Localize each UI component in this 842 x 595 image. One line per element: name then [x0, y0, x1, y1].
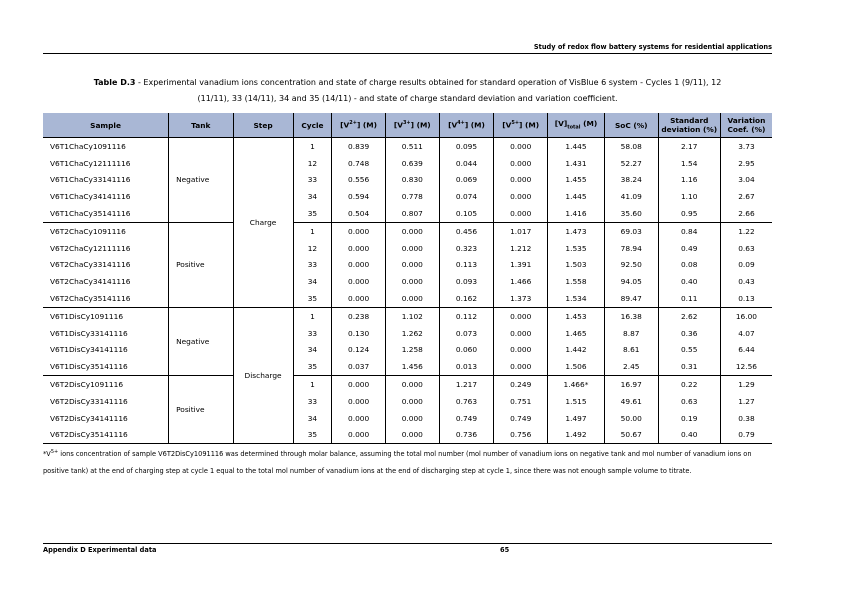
cell-sample: V6T2ChaCy33141116	[43, 257, 169, 274]
cell-cycle: 33	[293, 393, 332, 410]
table-row	[43, 427, 772, 444]
cell-cv: 0.79	[720, 427, 772, 444]
table-body	[43, 138, 772, 444]
cell-v3: 0.000	[385, 257, 439, 274]
cell-cycle: 12	[293, 240, 332, 257]
cell-v2: 0.000	[332, 240, 386, 257]
table-row	[43, 172, 772, 189]
cell-std: 1.16	[658, 172, 720, 189]
cell-v3: 1.262	[385, 325, 439, 342]
cell-cv: 1.22	[738, 226, 755, 236]
cell-v3: 0.000	[385, 410, 439, 427]
cell-v2: 0.037	[332, 358, 386, 375]
cell-v5: 1.212	[494, 240, 548, 257]
cell-v5: 0.000	[494, 307, 548, 324]
cell-cycle: 34	[293, 188, 332, 205]
cell-soc: 35.60	[604, 205, 658, 222]
cell-cv: 6.44	[738, 345, 755, 355]
footer-rule	[43, 543, 772, 544]
cell-v3: 0.778	[385, 188, 439, 205]
cell-sample: V6T2ChaCy12111116	[43, 240, 169, 257]
cell-v2: 0.000	[332, 376, 386, 393]
cell-std: 0.22	[658, 376, 720, 393]
cell-tank: Positive	[169, 222, 233, 307]
col-std: Standard deviation (%)	[658, 113, 720, 138]
cell-step: Charge	[233, 138, 293, 308]
cell-v4: 0.093	[439, 273, 494, 290]
cell-soc: 16.38	[604, 307, 658, 324]
col-vtotal: $[V]_{total}$ (M)	[548, 113, 605, 138]
cell-step: Discharge	[233, 307, 293, 443]
cell-cv: 0.43	[738, 277, 755, 287]
cell-v5: 1.466	[494, 273, 548, 290]
cell-v2: 0.000	[332, 290, 386, 307]
cell-tank: Positive	[169, 376, 233, 444]
cell-soc: 94.05	[604, 273, 658, 290]
cell-std: 0.84	[658, 222, 720, 239]
cell-cycle: 35	[293, 427, 332, 444]
page-number: 65	[500, 546, 510, 554]
cell-v4: 0.113	[439, 257, 494, 274]
header-row	[43, 113, 772, 138]
cell-v2: 0.000	[332, 393, 386, 410]
cell-v4: 1.217	[439, 376, 494, 393]
cell-soc: 16.97	[604, 376, 658, 393]
cell-v5: 1.391	[494, 257, 548, 274]
table-row	[43, 358, 772, 375]
cell-cycle: 33	[293, 172, 332, 189]
cell-vt: 1.558	[548, 273, 605, 290]
cell-cycle: 34	[293, 342, 332, 359]
cell-vt: 1.503	[548, 257, 605, 274]
caption-text: - Experimental vanadium ions concentration and state of charge results obtained for standard operation of VisBlue 6 system - Cycles 1 (9/11), 12	[135, 78, 722, 87]
cell-vt: 1.534	[548, 290, 605, 307]
cell-soc: 2.45	[604, 358, 658, 375]
cell-cycle: 35	[293, 205, 332, 222]
col-tank: Tank	[169, 113, 233, 138]
cell-cv: 0.63	[738, 243, 755, 253]
cell-v5: 0.751	[494, 393, 548, 410]
cell-std: 0.36	[658, 325, 720, 342]
cell-cv: 16.00	[720, 307, 772, 324]
col-soc: SoC (%)	[604, 113, 658, 138]
cell-v4: 0.763	[439, 393, 494, 410]
cell-sample: V6T1ChaCy1091116	[43, 138, 169, 155]
cell-std: 2.17	[658, 138, 720, 155]
cell-std: 0.40	[658, 427, 720, 444]
cell-cv: 2.95	[738, 158, 755, 168]
cell-std: 0.19	[658, 410, 720, 427]
cell-v2: 0.839	[332, 138, 386, 155]
cell-v2: 0.000	[332, 410, 386, 427]
cell-v3: 0.000	[385, 222, 439, 239]
col-sample: Sample	[43, 113, 169, 138]
cell-v4: 0.073	[439, 325, 494, 342]
cell-v4: 0.736	[439, 427, 494, 444]
cell-v2: 0.000	[332, 273, 386, 290]
cell-v2: 0.556	[332, 172, 386, 189]
cell-soc: 38.24	[604, 172, 658, 189]
cell-cv: 3.73	[738, 141, 755, 151]
header-rule	[43, 53, 772, 54]
cell-sample: V6T2DisCy33141116	[43, 393, 169, 410]
cell-sample: V6T2ChaCy35141116	[43, 290, 169, 307]
cell-std: 0.63	[658, 393, 720, 410]
cell-cv: 0.13	[720, 290, 772, 307]
cell-cycle: 34	[293, 273, 332, 290]
cell-v4: 0.323	[439, 240, 494, 257]
cell-sample: V6T1DisCy35141116	[43, 358, 169, 375]
cell-cv: 0.09	[738, 260, 755, 270]
cell-cycle: 35	[293, 290, 332, 307]
cell-v4: 0.456	[439, 222, 494, 239]
cell-vt: 1.453	[548, 307, 605, 324]
col-cycle: Cycle	[293, 113, 332, 138]
cell-std: 0.49	[658, 240, 720, 257]
footer-section: Appendix D Experimental data	[43, 546, 157, 554]
cell-soc: 49.61	[604, 393, 658, 410]
cell-vt: 1.492	[548, 427, 605, 444]
cell-v3: 0.000	[385, 393, 439, 410]
cell-v4: 0.112	[439, 307, 494, 324]
cell-cv: 2.66	[720, 205, 772, 222]
col-step: Step	[233, 113, 293, 138]
cell-soc: 41.09	[604, 188, 658, 205]
cell-v4: 0.044	[439, 155, 494, 172]
cell-std: 2.62	[658, 307, 720, 324]
cell-v3: 1.258	[385, 342, 439, 359]
cell-tank: Negative	[169, 138, 233, 223]
cell-v3: 0.000	[385, 273, 439, 290]
col-v4: $[V^{4+}]$ (M)	[439, 113, 494, 138]
table-row	[43, 376, 772, 393]
table-row	[43, 188, 772, 205]
cell-sample: V6T2DisCy35141116	[43, 427, 169, 444]
footnote: $*V^{5+}$ ions concentration of sample V6T2DisCy1091116 was determined through molar balance, assuming the total mol number (mol number of vanadium ions on negative tank and mol number of vanadium ions on positive tank) at the end of charging step at cycle 1 equal to the total mol number of vanadium ions at the end of discharging step at cycle 1, since there was not enough sample volume to titrate.	[43, 449, 752, 476]
table-row	[43, 290, 772, 307]
cell-cycle: 34	[293, 410, 332, 427]
cell-vt: 1.442	[548, 342, 605, 359]
cell-cycle: 1	[293, 222, 332, 239]
table-row	[43, 393, 772, 410]
cell-v3: 0.000	[385, 427, 439, 444]
cell-soc: 50.67	[604, 427, 658, 444]
table-row	[43, 307, 772, 324]
running-header: Study of redox flow battery systems for residential applications	[533, 43, 772, 51]
cell-v5: 0.000	[494, 342, 548, 359]
cell-v2: 0.238	[332, 307, 386, 324]
cell-v2: 0.000	[332, 427, 386, 444]
cell-soc: 8.87	[604, 325, 658, 342]
cell-std: 0.95	[658, 205, 720, 222]
cell-soc: 58.08	[604, 138, 658, 155]
cell-cv: 3.04	[738, 175, 755, 185]
cell-soc: 8.61	[604, 342, 658, 359]
cell-v4: 0.060	[439, 342, 494, 359]
cell-vt: 1.506	[548, 358, 605, 375]
cell-sample: V6T1ChaCy33141116	[43, 172, 169, 189]
cell-v4: 0.095	[439, 138, 494, 155]
cell-tank: Negative	[169, 307, 233, 375]
cell-cv: 2.67	[738, 192, 755, 202]
cell-soc: 78.94	[604, 240, 658, 257]
cell-sample: V6T1ChaCy35141116	[43, 205, 169, 222]
cell-v5: 0.000	[494, 138, 548, 155]
col-v5: $[V^{5+}]$ (M)	[494, 113, 548, 138]
cell-cycle: 33	[293, 325, 332, 342]
col-v3: $[V^{3+}]$ (M)	[385, 113, 439, 138]
table-caption	[43, 75, 772, 107]
cell-v3: 1.456	[385, 358, 439, 375]
cell-v2: 0.000	[332, 257, 386, 274]
cell-v3: 0.830	[385, 172, 439, 189]
cell-sample: V6T2DisCy34141116	[43, 410, 169, 427]
col-cv: Variation Coef. (%)	[720, 113, 772, 138]
cell-std: 1.10	[658, 188, 720, 205]
caption-label: Table D.3	[93, 78, 136, 87]
cell-v5: 0.749	[494, 410, 548, 427]
cell-sample: V6T2DisCy1091116	[43, 376, 169, 393]
cell-v5: 0.756	[494, 427, 548, 444]
cell-soc: 89.47	[604, 290, 658, 307]
table-row	[43, 273, 772, 290]
cell-cycle: 12	[293, 155, 332, 172]
cell-sample: V6T1ChaCy12111116	[43, 155, 169, 172]
cell-v5: 0.000	[494, 358, 548, 375]
cell-soc: 69.03	[604, 222, 658, 239]
cell-v5: 1.017	[494, 222, 548, 239]
cell-cv: 12.56	[720, 358, 772, 375]
cell-v4: 0.074	[439, 188, 494, 205]
cell-cv: 0.38	[738, 413, 755, 423]
cell-std: 0.08	[658, 257, 720, 274]
cell-v2: 0.000	[332, 222, 386, 239]
table-row	[43, 325, 772, 342]
cell-soc: 50.00	[604, 410, 658, 427]
cell-v2: 0.748	[332, 155, 386, 172]
cell-vt: 1.445	[548, 188, 605, 205]
cell-std: 0.40	[658, 273, 720, 290]
cell-v5: 0.000	[494, 325, 548, 342]
table-row	[43, 138, 772, 155]
cell-cycle: 1	[293, 138, 332, 155]
cell-std: 0.55	[658, 342, 720, 359]
cell-sample: V6T2ChaCy34141116	[43, 273, 169, 290]
cell-v3: 0.511	[385, 138, 439, 155]
cell-std: 0.31	[658, 358, 720, 375]
table-row	[43, 257, 772, 274]
table-row	[43, 240, 772, 257]
cell-v2: 0.130	[332, 325, 386, 342]
cell-v2: 0.504	[332, 205, 386, 222]
cell-soc: 52.27	[604, 155, 658, 172]
data-table	[43, 113, 772, 444]
cell-vt: 1.431	[548, 155, 605, 172]
col-v2: $[V^{2+}]$ (M)	[332, 113, 386, 138]
cell-v4: 0.162	[439, 290, 494, 307]
cell-vt: 1.515	[548, 393, 605, 410]
cell-v5: 0.000	[494, 172, 548, 189]
cell-v5: 0.249	[494, 376, 548, 393]
cell-v2: 0.594	[332, 188, 386, 205]
cell-v3: 0.639	[385, 155, 439, 172]
table-row	[43, 410, 772, 427]
cell-sample: V6T2ChaCy1091116	[43, 222, 169, 239]
cell-v2: 0.124	[332, 342, 386, 359]
cell-cycle: 33	[293, 257, 332, 274]
cell-v3: 0.000	[385, 240, 439, 257]
cell-cv: 1.27	[738, 396, 755, 406]
cell-v4: 0.013	[439, 358, 494, 375]
cell-sample: V6T1DisCy1091116	[43, 307, 169, 324]
cell-cycle: 35	[293, 358, 332, 375]
table-row	[43, 222, 772, 239]
cell-v4: 0.105	[439, 205, 494, 222]
cell-sample: V6T1DisCy33141116	[43, 325, 169, 342]
cell-v3: 0.807	[385, 205, 439, 222]
table-row	[43, 155, 772, 172]
cell-vt: 1.416	[548, 205, 605, 222]
cell-sample: V6T1DisCy34141116	[43, 342, 169, 359]
cell-v3: 1.102	[385, 307, 439, 324]
cell-cv: 4.07	[738, 328, 755, 338]
cell-vt: 1.473	[548, 222, 605, 239]
cell-vt: 1.465	[548, 325, 605, 342]
cell-v3: 0.000	[385, 376, 439, 393]
cell-v5: 0.000	[494, 188, 548, 205]
table-row	[43, 342, 772, 359]
cell-sample: V6T1ChaCy34141116	[43, 188, 169, 205]
cell-vt: 1.455	[548, 172, 605, 189]
cell-vt: 1.445	[548, 138, 605, 155]
cell-v4: 0.749	[439, 410, 494, 427]
cell-v3: 0.000	[385, 290, 439, 307]
cell-cv: 1.29	[738, 380, 755, 390]
cell-vt: 1.497	[548, 410, 605, 427]
cell-v5: 0.000	[494, 205, 548, 222]
cell-cycle: 1	[293, 307, 332, 324]
caption-text-2: (11/11), 33 (14/11), 34 and 35 (14/11) - and state of charge standard deviation and variation coefficient.	[197, 94, 618, 103]
cell-cycle: 1	[293, 376, 332, 393]
cell-v5: 1.373	[494, 290, 548, 307]
cell-v5: 0.000	[494, 155, 548, 172]
cell-soc: 92.50	[604, 257, 658, 274]
cell-vt: 1.535	[548, 240, 605, 257]
cell-v4: 0.069	[439, 172, 494, 189]
cell-vt: 1.466*	[548, 376, 605, 393]
cell-std: 0.11	[658, 290, 720, 307]
table-row	[43, 205, 772, 222]
cell-std: 1.54	[658, 155, 720, 172]
